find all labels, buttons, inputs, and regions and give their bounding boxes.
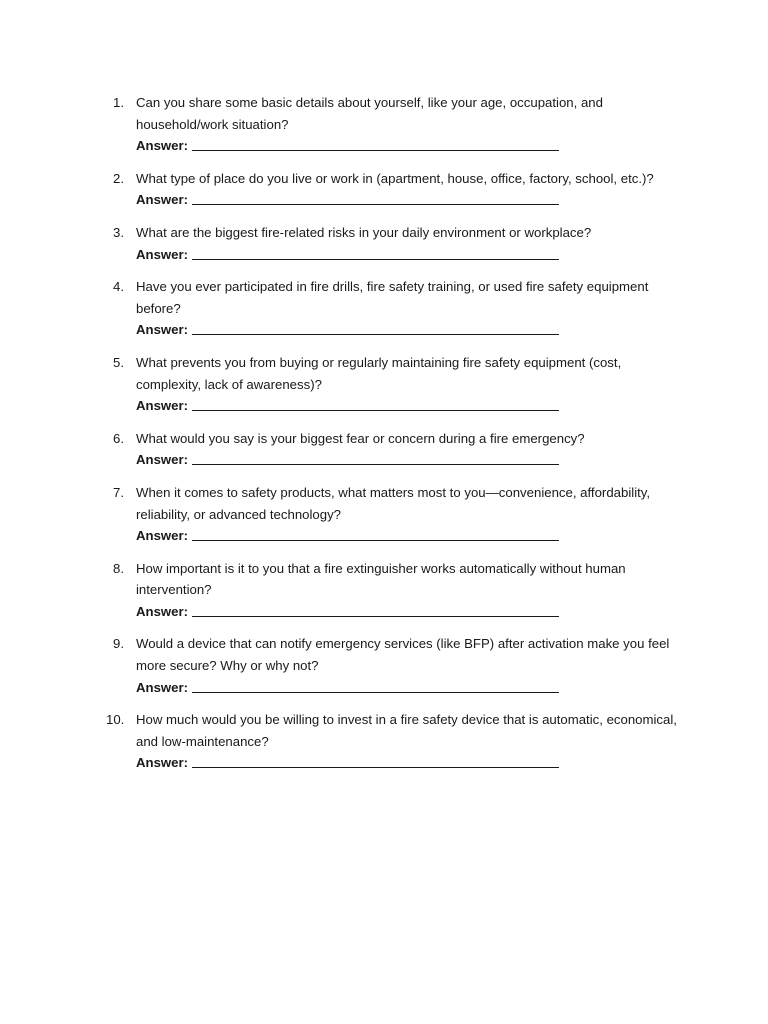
answer-label: Answer: [136,755,189,771]
question-number: 6. [113,430,124,446]
answer-blank-line[interactable] [192,245,559,260]
question-number: 9. [113,636,124,652]
question-text: When it comes to safety products, what matters most to you—convenience, affordability, reliability, or advanced technology? [136,484,651,522]
answer-blank-line[interactable] [192,678,559,693]
question-text: Can you share some basic details about yourself, like your age, occupation, and household/work situation? [136,95,603,132]
question-item [104,92,684,157]
question-text: What are the biggest fire-related risks in your daily environment or workplace? [136,224,592,240]
answer-blank-line[interactable] [192,753,559,768]
answer-blank-line[interactable] [192,320,559,335]
question-text: How important is it to you that a fire extinguisher works automatically without human intervention? [136,560,626,598]
answer-row [136,601,684,623]
answer-label: Answer: [136,138,189,154]
answer-row [136,677,684,699]
answer-row [136,189,684,211]
question-item [104,222,684,265]
answer-row [136,752,684,774]
answer-label: Answer: [136,452,189,468]
question-text: What prevents you from buying or regularly maintaining fire safety equipment (cost, complexity, lack of awareness)? [136,354,622,392]
question-number: 10. [106,712,125,728]
question-number: 4. [113,279,124,295]
question-text: What would you say is your biggest fear or concern during a fire emergency? [136,430,585,446]
question-item [104,633,684,698]
answer-label: Answer: [136,246,189,262]
answer-row [136,244,684,266]
answer-label: Answer: [136,192,189,208]
answer-blank-line[interactable] [192,526,559,541]
question-text: What type of place do you live or work in (apartment, house, office, factory, school, etc.)? [136,170,654,186]
question-item [104,558,684,623]
answer-row [136,449,684,471]
question-number: 7. [113,484,124,500]
answer-blank-line[interactable] [192,450,559,465]
answer-label: Answer: [136,679,189,695]
question-item [104,276,684,341]
question-text: Would a device that can notify emergency services (like BFP) after activation make you feel more secure? Why or why not? [136,636,670,674]
answer-blank-line[interactable] [192,190,559,205]
question-number: 1. [113,95,124,110]
answer-blank-line[interactable] [192,136,559,151]
question-number: 3. [113,224,124,240]
answer-row [136,135,684,157]
question-number: 5. [113,354,124,370]
answer-blank-line[interactable] [192,396,559,411]
question-text: How much would you be willing to invest in a fire safety device that is automatic, economical, and low-maintenance? [136,712,677,749]
question-number: 8. [113,560,124,576]
answer-row [136,395,684,417]
answer-blank-line[interactable] [192,602,559,617]
answer-label: Answer: [136,603,189,619]
question-item [104,168,684,211]
question-item [104,482,684,547]
question-item [104,709,684,774]
question-item [104,428,684,471]
answer-label: Answer: [136,398,189,414]
question-text: Have you ever participated in fire drills, fire safety training, or used fire safety equipment before? [136,279,649,316]
answer-row [136,319,684,341]
answer-label: Answer: [136,322,189,338]
question-number: 2. [113,170,124,186]
question-list [104,92,684,785]
answer-row [136,525,684,547]
answer-label: Answer: [136,528,189,544]
question-item [104,352,684,417]
